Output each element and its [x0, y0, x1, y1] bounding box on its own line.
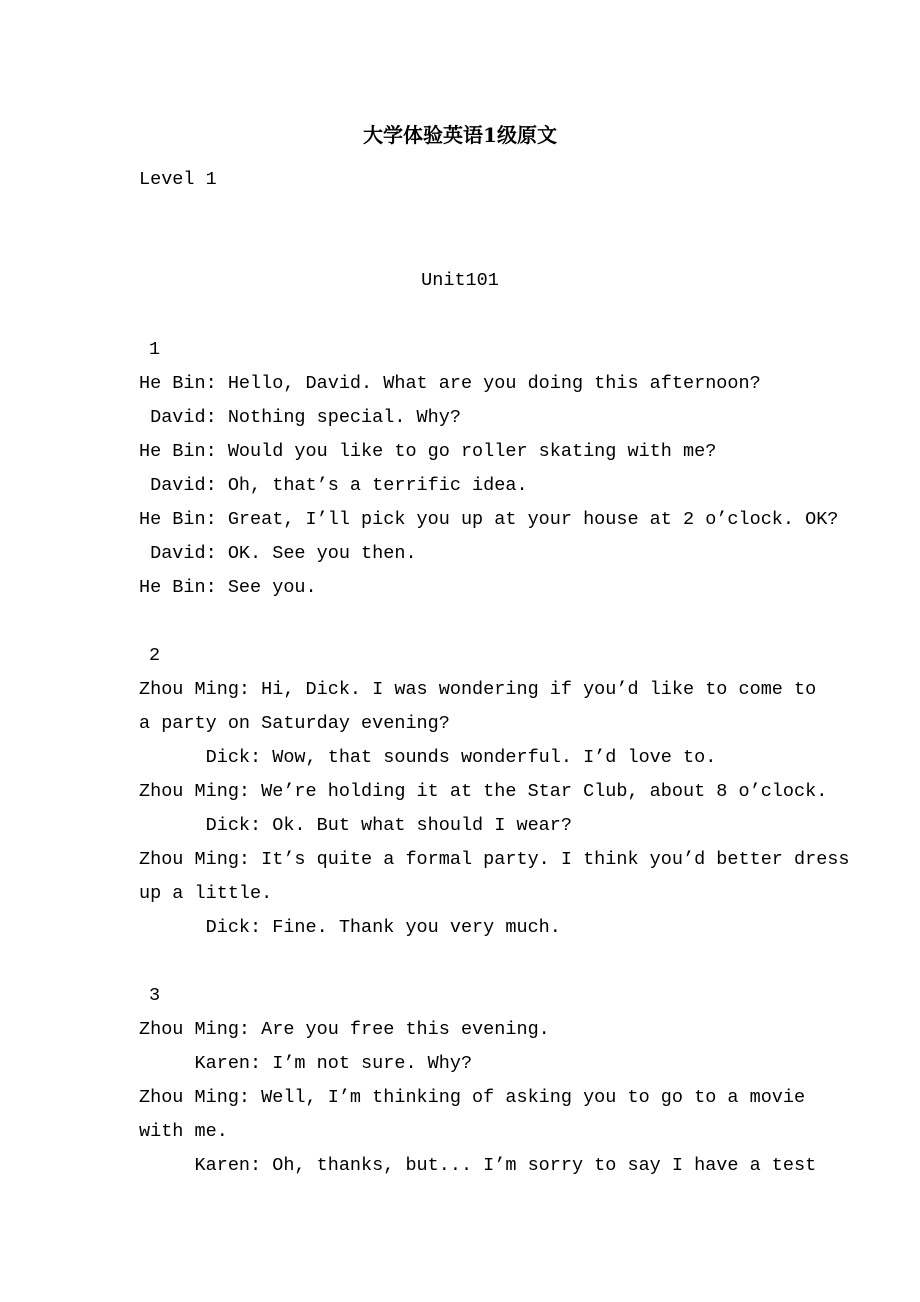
dialogue-line: David: Oh, that’s a terrific idea.	[139, 475, 528, 496]
dialogue-line: He Bin: Great, I’ll pick you up at your house at 2 o’clock. OK?	[139, 509, 839, 530]
dialogue-line: with me.	[139, 1121, 228, 1142]
dialogue-line: Karen: I’m not sure. Why?	[139, 1053, 473, 1074]
dialogue-line: He Bin: See you.	[139, 577, 317, 598]
dialogue-line: Karen: Oh, thanks, but... I’m sorry to say I have a test	[139, 1155, 817, 1176]
dialogue-line: Zhou Ming: Hi, Dick. I was wondering if you’d like to come to	[139, 679, 817, 700]
dialogue-line: Zhou Ming: Well, I’m thinking of asking you to go to a movie	[139, 1087, 806, 1108]
dialogue-line: Zhou Ming: Are you free this evening.	[139, 1019, 550, 1040]
section-number: 1	[149, 339, 161, 360]
dialogue-line: Zhou Ming: We’re holding it at the Star Club, about 8 o’clock.	[139, 781, 828, 802]
dialogue-line: David: Nothing special. Why?	[139, 407, 461, 428]
dialogue-line: Dick: Fine. Thank you very much.	[139, 917, 561, 938]
dialogue-line: Dick: Ok. But what should I wear?	[139, 815, 572, 836]
section-number: 2	[149, 645, 161, 666]
document-title: 大学体验英语1级原文	[363, 123, 557, 147]
unit-heading: Unit101	[421, 270, 499, 291]
dialogue-line: a party on Saturday evening?	[139, 713, 450, 734]
dialogue-line: Dick: Wow, that sounds wonderful. I’d love to.	[139, 747, 717, 768]
dialogue-line: David: OK. See you then.	[139, 543, 417, 564]
level-label: Level 1	[139, 169, 217, 190]
dialogue-line: He Bin: Hello, David. What are you doing this afternoon?	[139, 373, 761, 394]
dialogue-line: up a little.	[139, 883, 273, 904]
section-number: 3	[149, 985, 161, 1006]
dialogue-line: He Bin: Would you like to go roller skating with me?	[139, 441, 717, 462]
dialogue-line: Zhou Ming: It’s quite a formal party. I think you’d better dress	[139, 849, 850, 870]
